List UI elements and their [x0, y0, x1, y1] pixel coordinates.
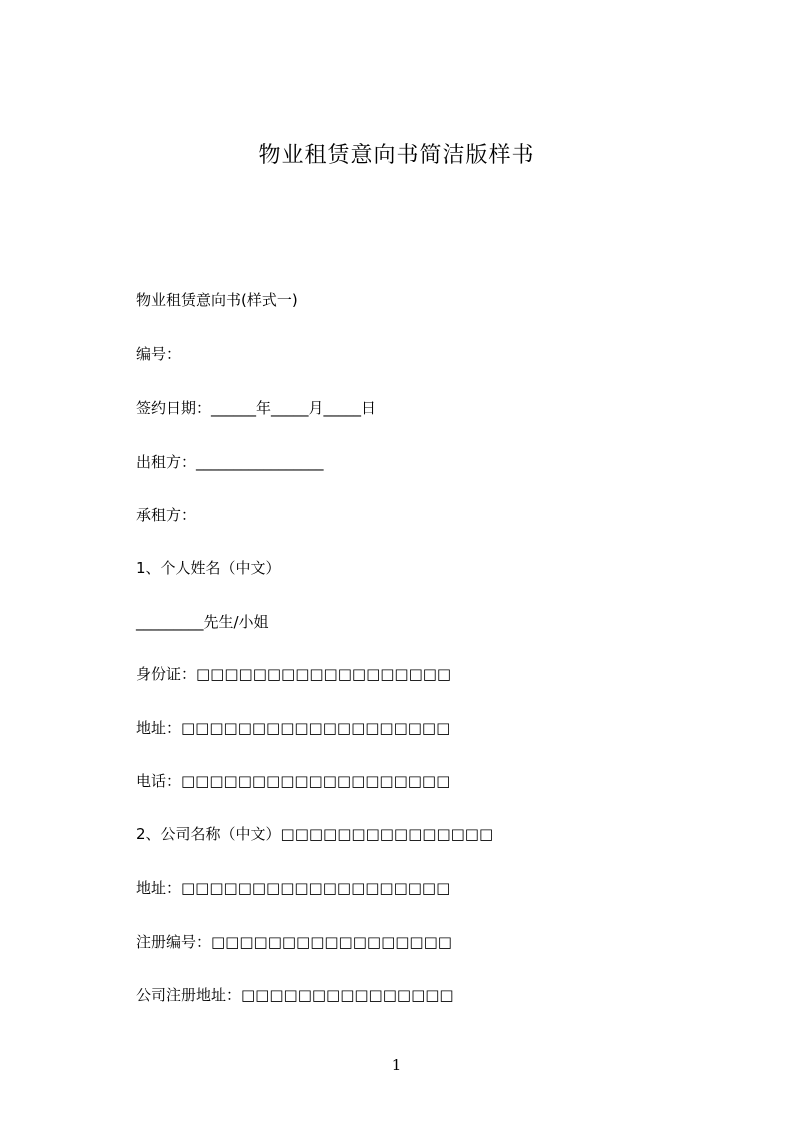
lessor-line: 出租方：_________________	[136, 453, 324, 471]
company-address-line: 地址：□□□□□□□□□□□□□□□□□□□	[136, 879, 451, 897]
individual-address-line: 地址：□□□□□□□□□□□□□□□□□□□	[136, 719, 451, 737]
id-card-line: 身份证：□□□□□□□□□□□□□□□□□□	[136, 665, 452, 683]
title-mr-ms-line: _________先生/小姐	[136, 613, 269, 631]
page-number: 1	[391, 1056, 402, 1074]
registration-number-line: 注册编号：□□□□□□□□□□□□□□□□□	[136, 933, 452, 951]
registered-address-line: 公司注册地址：□□□□□□□□□□□□□□□	[136, 986, 454, 1004]
individual-name-line: 1、个人姓名（中文）	[136, 559, 281, 577]
lessee-line: 承租方：	[136, 506, 197, 524]
document-title: 物业租赁意向书简洁版样书	[258, 143, 535, 168]
form-heading: 物业租赁意向书(样式一)	[136, 291, 298, 309]
serial-number-line: 编号：	[136, 345, 182, 363]
phone-line: 电话：□□□□□□□□□□□□□□□□□□□	[136, 772, 451, 790]
signing-date-line: 签约日期：______年_____月_____日	[136, 399, 377, 417]
company-name-line: 2、公司名称（中文）□□□□□□□□□□□□□□□	[136, 825, 494, 843]
